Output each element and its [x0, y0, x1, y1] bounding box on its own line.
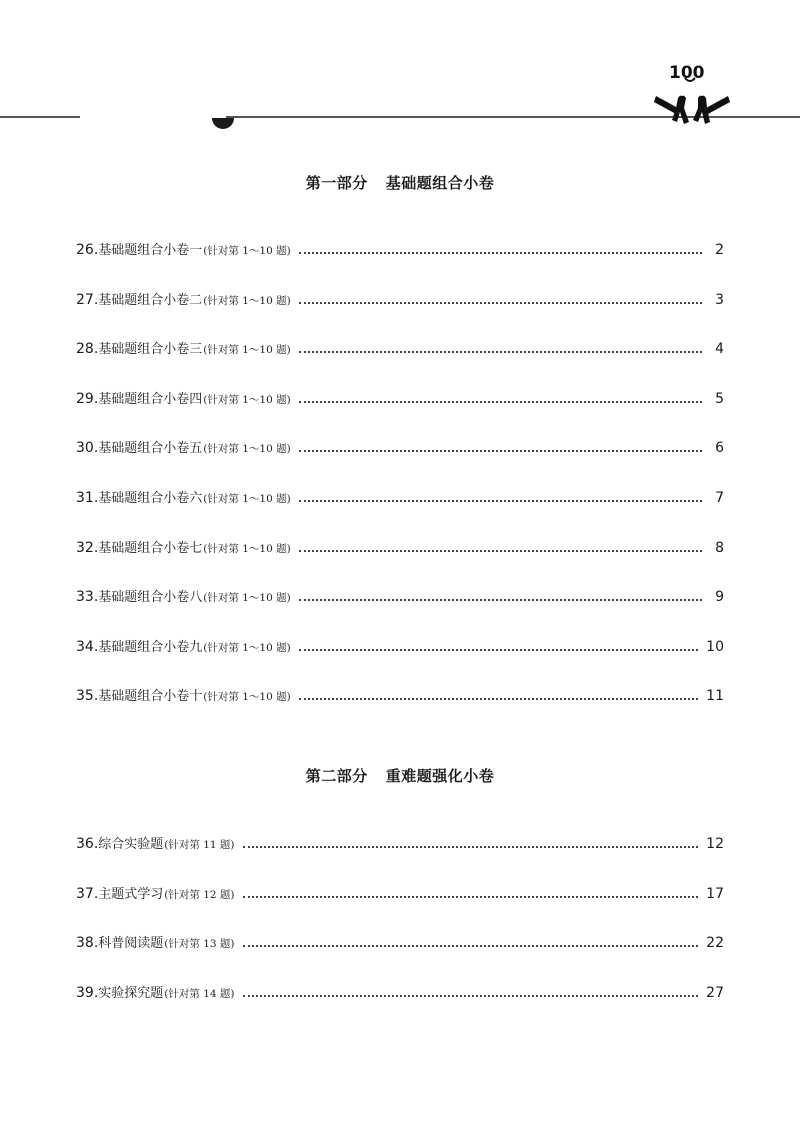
toc-title: 实验探究题 — [98, 985, 164, 1001]
toc-row[interactable] — [76, 637, 724, 687]
leader-dots — [299, 240, 702, 254]
toc-note: (针对第 1～10 题) — [203, 641, 291, 654]
toc-note: (针对第 1～10 题) — [203, 393, 291, 406]
toc-number: 31. — [76, 489, 99, 506]
toc-number: 27. — [76, 291, 99, 308]
section-title-2 — [0, 765, 800, 786]
toc-row[interactable] — [76, 834, 724, 884]
mascot-100-logo-icon — [652, 54, 732, 130]
leader-dots — [299, 488, 702, 502]
toc-note: (针对第 1～10 题) — [203, 592, 291, 605]
section-part-label: 第一部分 — [305, 174, 368, 192]
toc-note: (针对第 1～10 题) — [203, 443, 291, 456]
toc-list-section-1 — [76, 240, 724, 736]
logo-text: 100 — [669, 63, 705, 83]
toc-note: (针对第 1～10 题) — [203, 691, 291, 704]
section-name: 重难题强化小卷 — [385, 767, 495, 785]
section-title-1 — [0, 172, 800, 193]
leader-dots — [243, 933, 699, 947]
toc-page-number: 17 — [706, 885, 724, 902]
toc-note: (针对第 12 题) — [164, 888, 235, 901]
toc-title: 基础题组合小卷七 — [98, 540, 203, 556]
header-rule-left — [0, 116, 80, 118]
toc-title: 基础题组合小卷十 — [98, 689, 203, 705]
toc-number: 35. — [76, 688, 99, 705]
toc-number: 32. — [76, 539, 99, 556]
toc-row[interactable] — [76, 438, 724, 488]
toc-title: 基础题组合小卷一 — [98, 243, 203, 258]
leader-dots — [299, 290, 702, 304]
leader-dots — [299, 538, 702, 552]
toc-title: 基础题组合小卷五 — [98, 441, 203, 457]
toc-note: (针对第 1～10 题) — [203, 492, 291, 505]
toc-row[interactable] — [76, 290, 724, 340]
toc-page-number: 9 — [715, 589, 724, 606]
toc-title: 综合实验题 — [98, 837, 164, 852]
section-name: 基础题组合小卷 — [385, 174, 495, 192]
toc-page-number: 3 — [715, 291, 724, 308]
toc-note: (针对第 11 题) — [164, 839, 235, 851]
toc-list-section-2 — [76, 834, 724, 1032]
toc-note: (针对第 14 题) — [164, 987, 235, 1000]
leader-dots — [299, 637, 698, 651]
toc-note: (针对第 1～10 题) — [203, 542, 291, 555]
toc-title: 基础题组合小卷八 — [98, 590, 203, 606]
header-half-dot — [212, 118, 234, 129]
leader-dots — [299, 389, 702, 403]
toc-note: (针对第 1～10 题) — [203, 294, 291, 307]
toc-note: (针对第 13 题) — [164, 938, 235, 951]
toc-row[interactable] — [76, 686, 724, 736]
toc-page-number: 22 — [706, 935, 724, 952]
toc-page-number: 2 — [715, 242, 724, 258]
toc-page-number: 10 — [706, 638, 724, 655]
leader-dots — [299, 438, 702, 452]
toc-title: 科普阅读题 — [98, 936, 164, 952]
toc-row[interactable] — [76, 884, 724, 934]
toc-page-number: 11 — [706, 688, 724, 705]
toc-page-number: 7 — [715, 489, 724, 506]
toc-number: 39. — [76, 984, 99, 1001]
leader-dots — [299, 587, 702, 601]
toc-page-number: 12 — [706, 836, 724, 852]
toc-number: 38. — [76, 935, 99, 952]
toc-title: 基础题组合小卷六 — [98, 490, 203, 506]
toc-number: 37. — [76, 885, 99, 902]
toc-title: 基础题组合小卷二 — [98, 292, 203, 308]
toc-number: 36. — [76, 836, 99, 852]
toc-row[interactable] — [76, 488, 724, 538]
toc-note: (针对第 1～10 题) — [203, 245, 291, 257]
toc-title: 主题式学习 — [98, 886, 164, 902]
toc-row[interactable] — [76, 983, 724, 1033]
toc-row[interactable] — [76, 240, 724, 290]
leader-dots — [243, 983, 699, 997]
toc-number: 28. — [76, 341, 99, 358]
toc-row[interactable] — [76, 389, 724, 439]
toc-page-number: 8 — [715, 539, 724, 556]
toc-row[interactable] — [76, 933, 724, 983]
leader-dots — [299, 686, 698, 700]
toc-number: 33. — [76, 589, 99, 606]
toc-page-number: 6 — [715, 440, 724, 457]
toc-number: 29. — [76, 390, 99, 407]
toc-number: 26. — [76, 242, 99, 258]
toc-number: 30. — [76, 440, 99, 457]
toc-title: 基础题组合小卷九 — [98, 639, 203, 655]
toc-title: 基础题组合小卷三 — [98, 342, 203, 358]
leader-dots — [299, 339, 702, 353]
toc-page-number: 27 — [706, 984, 724, 1001]
leader-dots — [243, 834, 699, 848]
toc-row[interactable] — [76, 339, 724, 389]
section-part-label: 第二部分 — [305, 767, 368, 785]
toc-page-number: 4 — [715, 341, 724, 358]
toc-number: 34. — [76, 638, 99, 655]
leader-dots — [243, 884, 699, 898]
toc-row[interactable] — [76, 538, 724, 588]
toc-row[interactable] — [76, 587, 724, 637]
toc-title: 基础题组合小卷四 — [98, 391, 203, 407]
toc-note: (针对第 1～10 题) — [203, 344, 291, 357]
toc-page-number: 5 — [715, 390, 724, 407]
